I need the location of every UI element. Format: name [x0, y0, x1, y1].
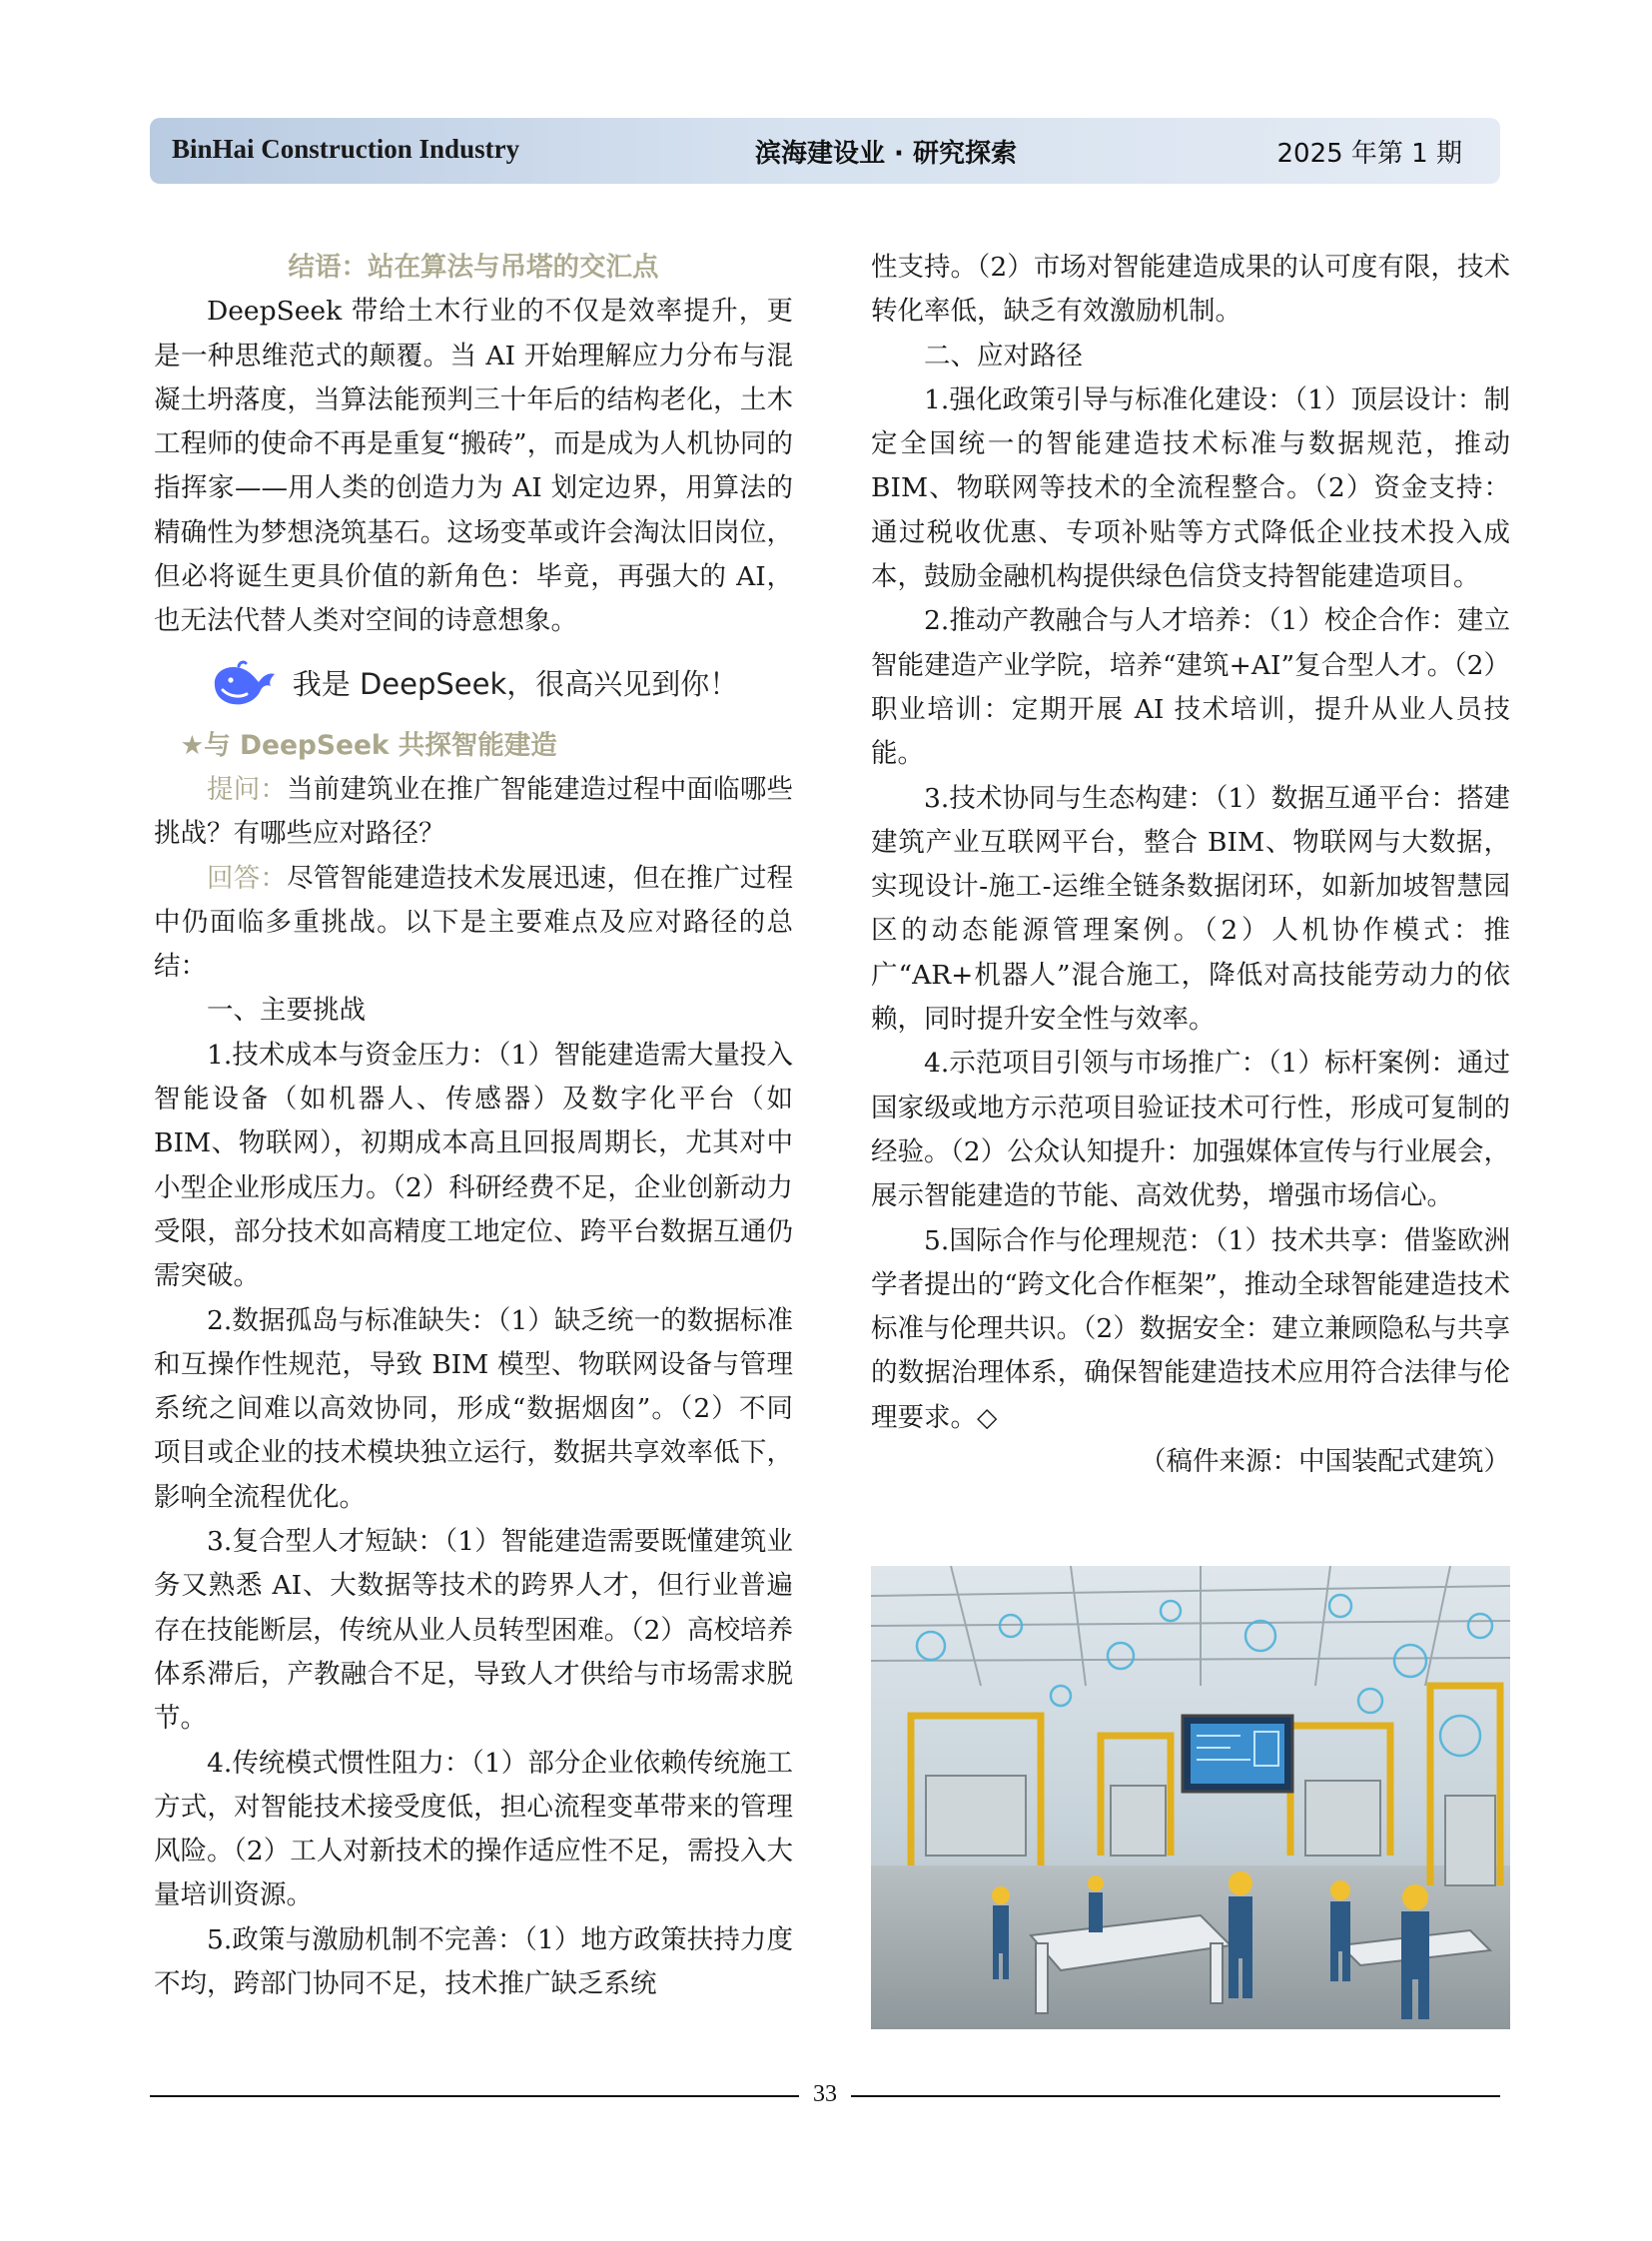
challenge-item: 1.技术成本与资金压力：（1）智能建造需大量投入智能设备（如机器人、传感器）及数字化平台（如 BIM、物联网），初期成本高且回报周期长，尤其对中小型企业形成压力。（2）科研经费不足，企业创新动力受限，部分技术如高精度工地定位、跨平台数据互通仍需突破。 [154, 1039, 793, 1292]
challenge-continuation: 性支持。（2）市场对智能建造成果的认可度有限，技术转化率低，缺乏有效激励机制。 [871, 252, 1510, 328]
deepseek-whale-icon [209, 660, 279, 708]
question-paragraph [154, 768, 793, 857]
path-item: 3.技术协同与生态构建：（1）数据互通平台：搭建建筑产业互联网平台，整合 BIM、物联网与大数据，实现设计-施工-运维全链条数据闭环，如新加坡智慧园区的动态能源管理案例。（2）人机协作模式：推广“AR+机器人”混合施工，降低对高技能劳动力的依赖，同时提升安全性与效率。 [871, 782, 1510, 1036]
factory-scene [871, 1566, 1510, 2029]
challenges-heading: 一、主要挑战 [207, 995, 366, 1027]
journal-title-cn: 滨海建设业 · 研究探索 [755, 139, 1017, 169]
challenge-item: 5.政策与激励机制不完善：（1）地方政策扶持力度不均，跨部门协同不足，技术推广缺乏系统 [154, 1923, 793, 1999]
question-label: 提问： [207, 773, 288, 805]
question-text: 当前建筑业在推广智能建造过程中面临哪些挑战？有哪些应对路径？ [154, 773, 794, 850]
conclusion-paragraph: DeepSeek 带给土木行业的不仅是效率提升，更是一种思维范式的颠覆。当 AI 开始理解应力分布与混凝土坍落度，当算法能预判三十年后的结构老化，土木工程师的使命不再是重复“搬砖”，而是成为人机协同的指挥家——用人类的创造力为 AI 划定边界，用算法的精确性为梦想浇筑基石。这场变革或许会淘汰旧岗位，但必将诞生更具价值的新角色：毕竟，再强大的 AI，也无法代替人类对空间的诗意想象。 [154, 296, 793, 637]
smart-factory-illustration [871, 1566, 1510, 2029]
footer-rule-right [851, 2095, 1500, 2097]
challenge-item: 3.复合型人才短缺：（1）智能建造需要既懂建筑业务又熟悉 AI、大数据等技术的跨界人才，但行业普遍存在技能断层，传统从业人员转型困难。（2）高校培养体系滞后，产教融合不足，导致人才供给与市场需求脱节。 [154, 1526, 793, 1735]
path-item: 4.示范项目引领与市场推广：（1）标杆案例：通过国家级或地方示范项目验证技术可行性，形成可复制的经验。（2）公众认知提升：加强媒体宣传与行业展会，展示智能建造的节能、高效优势，增强市场信心。 [871, 1048, 1510, 1212]
answer-paragraph [154, 857, 793, 990]
path-item: 1.强化政策引导与标准化建设：（1）顶层设计：制定全国统一的智能建造技术标准与数据规范，推动 BIM、物联网等技术的全流程整合。（2）资金支持：通过税收优惠、专项补贴等方式降低企业技术投入成本，鼓励金融机构提供绿色信贷支持智能建造项目。 [871, 383, 1510, 593]
right-column [871, 246, 1510, 1484]
page-number: 33 [813, 2081, 837, 2107]
journal-header [150, 118, 1500, 184]
footer-rule-left [150, 2095, 799, 2097]
source-note: （稿件来源：中国装配式建筑） [1140, 1446, 1510, 1478]
section-title: ★与 DeepSeek 共探智能建造 [180, 729, 557, 761]
left-column [154, 246, 793, 2006]
challenge-item: 2.数据孤岛与标准缺失：（1）缺乏统一的数据标准和互操作性规范，导致 BIM 模型、物联网设备与管理系统之间难以高效协同，形成“数据烟囱”。（2）不同项目或企业的技术模块独立运行，数据共享效率低下，影响全流程优化。 [154, 1304, 793, 1513]
banner-greeting: 我是 DeepSeek，很高兴见到你！ [292, 666, 739, 701]
challenge-item: 4.传统模式惯性阻力：（1）部分企业依赖传统施工方式，对智能技术接受度低，担心流程变革带来的管理风险。（2）工人对新技术的操作适应性不足，需投入大量培训资源。 [154, 1747, 793, 1911]
conclusion-title: 结语：站在算法与吊塔的交汇点 [288, 252, 659, 283]
issue-label: 2025 年第 1 期 [1276, 139, 1462, 169]
journal-title-en: BinHai Construction Industry [172, 134, 520, 164]
worker [1088, 1875, 1104, 1932]
path-item: 5.国际合作与伦理规范：（1）技术共享：借鉴欧洲学者提出的“跨文化合作框架”，推动全球智能建造技术标准与伦理共识。（2）数据安全：建立兼顾隐私与共享的数据治理体系，确保智能建造技术应用符合法律与伦理要求。◇ [871, 1224, 1510, 1433]
answer-text: 尽管智能建造技术发展迅速，但在推广过程中仍面临多重挑战。以下是主要难点及应对路径的总结： [154, 862, 794, 983]
answer-label: 回答： [207, 862, 288, 894]
path-item: 2.推动产教融合与人才培养：（1）校企合作：建立智能建造产业学院，培养“建筑+AI”复合型人才。（2）职业培训：定期开展 AI 技术培训，提升从业人员技能。 [871, 605, 1510, 770]
paths-heading: 二、应对路径 [924, 340, 1083, 372]
deepseek-banner [154, 652, 793, 716]
